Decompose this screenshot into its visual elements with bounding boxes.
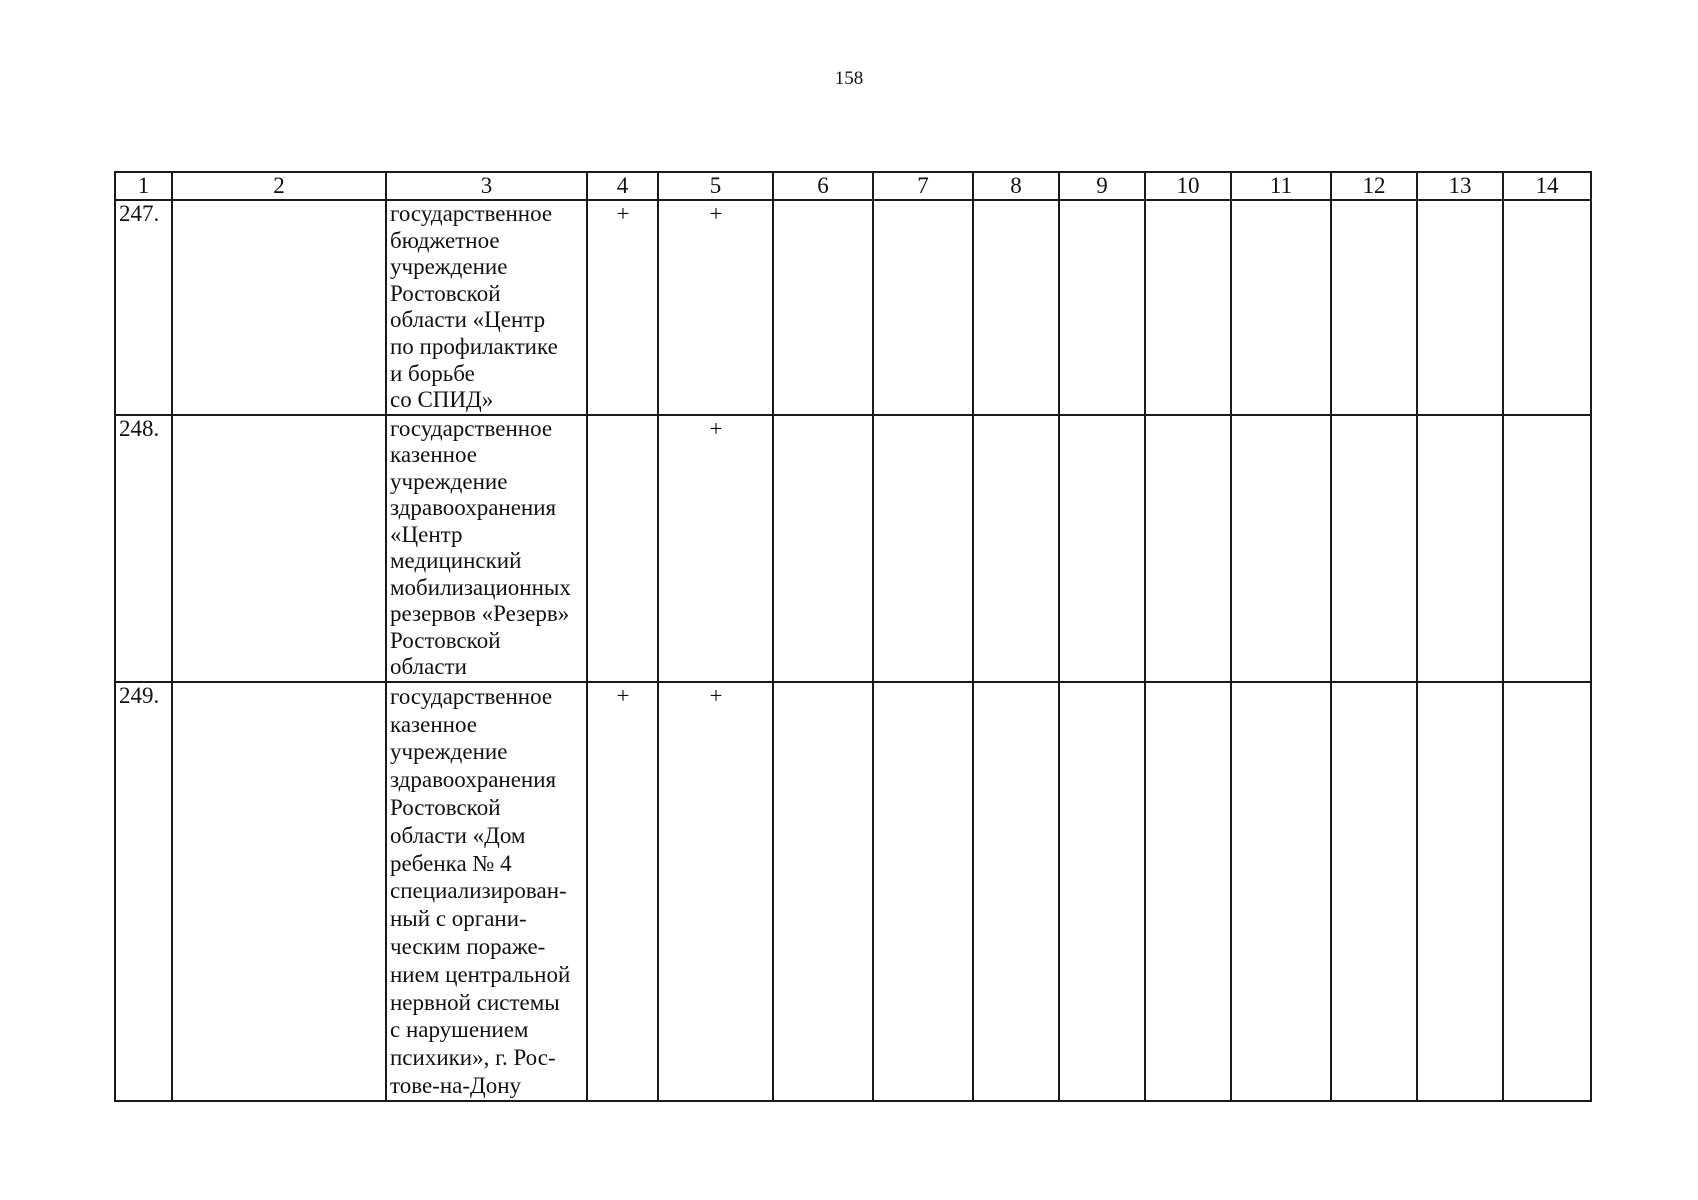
organization-name xyxy=(386,415,587,682)
row-number: 248. xyxy=(115,415,172,682)
organization-name-line: ный с органи- xyxy=(390,906,527,932)
column-header: 3 xyxy=(386,172,587,200)
organization-name-line: Ростовской xyxy=(390,794,501,820)
table-row xyxy=(115,682,1591,1101)
empty-cell xyxy=(1417,682,1503,1101)
column-header: 13 xyxy=(1417,172,1503,200)
organization-name-line: нервной системы xyxy=(390,989,560,1015)
organization-name-line: казенное xyxy=(390,442,477,468)
column-header: 6 xyxy=(773,172,873,200)
plus-mark xyxy=(587,415,658,682)
empty-cell xyxy=(1145,682,1231,1101)
plus-mark: + xyxy=(658,200,773,415)
empty-cell xyxy=(1231,682,1331,1101)
organization-name-line: учреждение xyxy=(390,739,508,765)
empty-cell xyxy=(172,200,386,415)
organization-name-line: специализирован- xyxy=(390,878,567,904)
empty-cell xyxy=(973,415,1059,682)
data-table xyxy=(114,171,1592,1102)
organization-name-line: государственное xyxy=(390,683,553,709)
organization-name-line: по профилактике xyxy=(390,333,558,359)
organization-name-line: тове-на-Дону xyxy=(390,1072,522,1098)
table-row xyxy=(115,415,1591,682)
empty-cell xyxy=(172,415,386,682)
organization-name-line: области xyxy=(390,654,467,680)
column-header: 5 xyxy=(658,172,773,200)
organization-name-line: мобилизационных xyxy=(390,574,571,600)
column-header: 14 xyxy=(1503,172,1591,200)
organization-name-line: Ростовской xyxy=(390,627,501,653)
empty-cell xyxy=(773,200,873,415)
column-header: 7 xyxy=(873,172,973,200)
organization-name-line: учреждение xyxy=(390,254,508,280)
empty-cell xyxy=(873,682,973,1101)
empty-cell xyxy=(1503,200,1591,415)
organization-name-line: нием центральной xyxy=(390,961,571,987)
organization-name-line: и борьбе xyxy=(390,360,475,386)
organization-name-line: со СПИД» xyxy=(390,387,494,413)
column-header: 2 xyxy=(172,172,386,200)
column-header: 12 xyxy=(1331,172,1417,200)
organization-name-line: казенное xyxy=(390,711,477,737)
organization-name xyxy=(386,200,587,415)
page-number: 158 xyxy=(834,68,864,89)
organization-name-line: резервов «Резерв» xyxy=(390,601,570,627)
column-header: 11 xyxy=(1231,172,1331,200)
empty-cell xyxy=(973,200,1059,415)
empty-cell xyxy=(1059,682,1145,1101)
organization-name-line: области «Центр xyxy=(390,307,546,333)
organization-name-line: медицинский xyxy=(390,548,522,574)
empty-cell xyxy=(1417,415,1503,682)
column-header: 8 xyxy=(973,172,1059,200)
column-header: 10 xyxy=(1145,172,1231,200)
plus-mark: + xyxy=(587,200,658,415)
organization-name-line: бюджетное xyxy=(390,227,500,253)
organization-name-line: здравоохранения xyxy=(390,495,557,521)
organization-name-line: государственное xyxy=(390,415,553,441)
organization-name-line: психики», г. Рос- xyxy=(390,1045,556,1071)
empty-cell xyxy=(973,682,1059,1101)
column-header: 9 xyxy=(1059,172,1145,200)
organization-name-line: Ростовской xyxy=(390,280,501,306)
plus-mark: + xyxy=(658,682,773,1101)
row-number: 249. xyxy=(115,682,172,1101)
organization-name-line: ческим пораже- xyxy=(390,933,546,959)
organization-name-line: с нарушением xyxy=(390,1017,529,1043)
empty-cell xyxy=(1145,415,1231,682)
empty-cell xyxy=(773,682,873,1101)
organization-name xyxy=(386,682,587,1101)
empty-cell xyxy=(1417,200,1503,415)
organization-name-line: ребенка № 4 xyxy=(390,850,512,876)
organization-name-line: здравоохранения xyxy=(390,767,557,793)
organization-name-line: «Центр xyxy=(390,521,463,547)
empty-cell xyxy=(1231,415,1331,682)
plus-mark: + xyxy=(587,682,658,1101)
empty-cell xyxy=(1145,200,1231,415)
empty-cell xyxy=(773,415,873,682)
empty-cell xyxy=(172,682,386,1101)
row-number: 247. xyxy=(115,200,172,415)
organization-name-line: учреждение xyxy=(390,468,508,494)
empty-cell xyxy=(1059,415,1145,682)
empty-cell xyxy=(1503,682,1591,1101)
organization-name-line: области «Дом xyxy=(390,822,526,848)
table-header-row xyxy=(115,172,1591,200)
empty-cell xyxy=(1331,200,1417,415)
column-header: 1 xyxy=(115,172,172,200)
column-header: 4 xyxy=(587,172,658,200)
table-row xyxy=(115,200,1591,415)
empty-cell xyxy=(873,200,973,415)
empty-cell xyxy=(1331,415,1417,682)
empty-cell xyxy=(1503,415,1591,682)
organization-name-line: государственное xyxy=(390,201,553,226)
empty-cell xyxy=(1331,682,1417,1101)
plus-mark: + xyxy=(658,415,773,682)
empty-cell xyxy=(873,415,973,682)
empty-cell xyxy=(1059,200,1145,415)
empty-cell xyxy=(1231,200,1331,415)
